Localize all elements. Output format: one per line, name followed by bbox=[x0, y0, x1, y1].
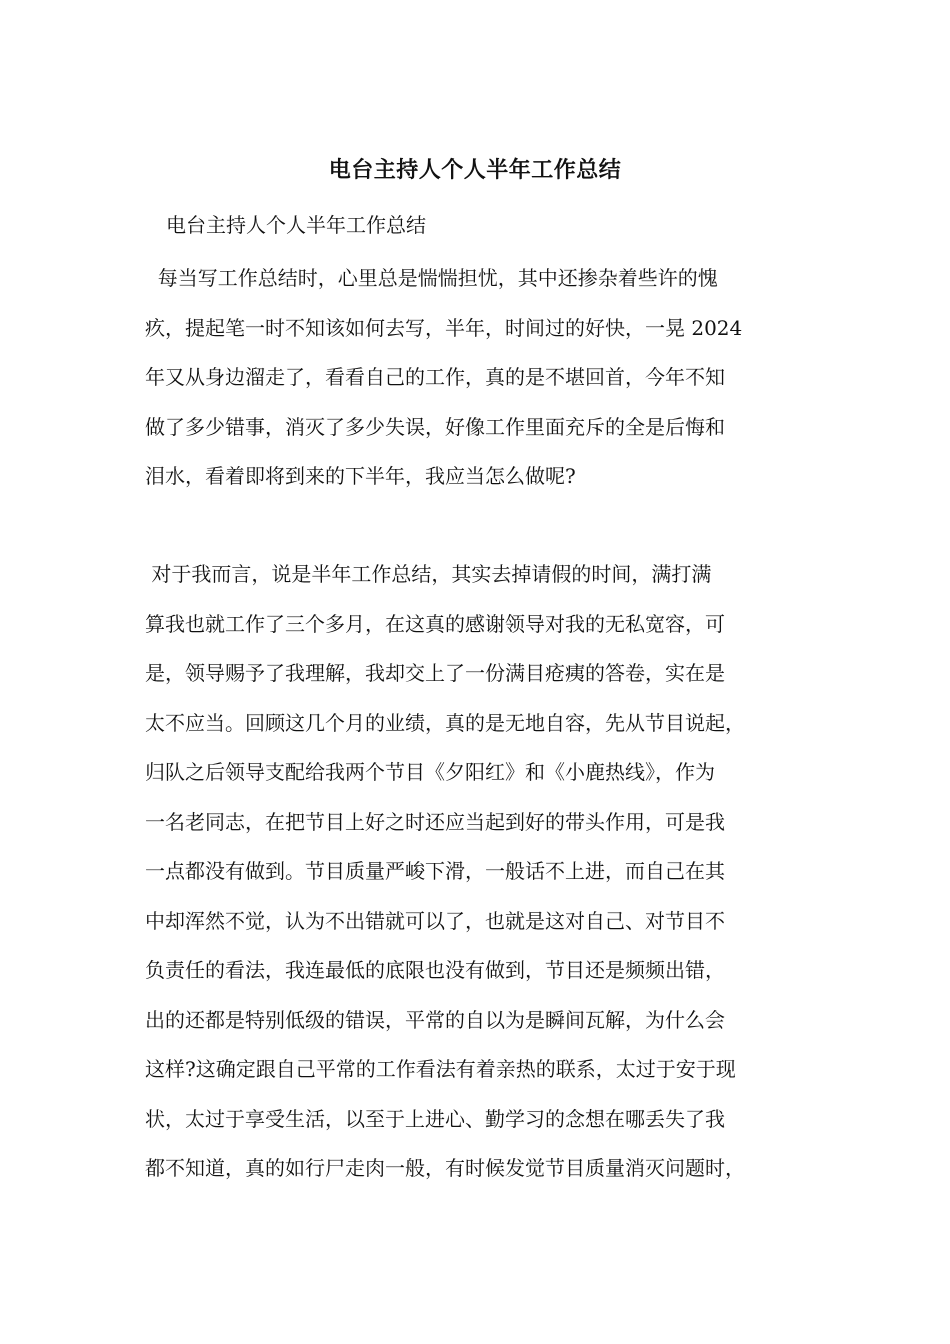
paragraph-line: 做了多少错事，消灭了多少失误，好像工作里面充斥的全是后悔和 bbox=[145, 414, 725, 439]
paragraph-line: 这样?这确定跟自己平常的工作看法有着亲热的联系，太过于安于现 bbox=[145, 1057, 736, 1081]
paragraph-line: 对于我而言，说是半年工作总结，其实去掉请假的时间，满打满 bbox=[145, 562, 712, 586]
paragraph-line: 泪水，看着即将到来的下半年，我应当怎么做呢? bbox=[145, 464, 576, 488]
document-subtitle: 电台主持人个人半年工作总结 bbox=[166, 213, 426, 237]
paragraph-2 bbox=[145, 550, 813, 1194]
paragraph-line: 是，领导赐予了我理解，我却交上了一份满目疮痍的答卷，实在是 bbox=[145, 661, 725, 685]
paragraph-line: 一点都没有做到。节目质量严峻下滑，一般话不上进，而自己在其 bbox=[145, 859, 725, 883]
paragraph-line: 每当写工作总结时，心里总是惴惴担忧，其中还掺杂着些许的愧 bbox=[145, 266, 718, 290]
paragraph-line: 算我也就工作了三个多月，在这真的感谢领导对我的无私宽容，可 bbox=[145, 611, 725, 636]
paragraph-line: 年又从身边溜走了，看看自己的工作，真的是不堪回首，今年不知 bbox=[145, 365, 725, 389]
paragraph-line: 疚，提起笔一时不知该如何去写，半年，时间过的好快，一晃 2024 bbox=[145, 315, 743, 340]
paragraph-line: 都不知道，真的如行尸走肉一般，有时候发觉节目质量消灭问题时， bbox=[145, 1156, 745, 1180]
paragraph-line: 出的还都是特别低级的错误，平常的自以为是瞬间瓦解，为什么会 bbox=[145, 1007, 725, 1032]
document-title: 电台主持人个人半年工作总结 bbox=[328, 157, 622, 183]
paragraph-line: 状，太过于享受生活，以至于上进心、勤学习的念想在哪丢失了我 bbox=[145, 1106, 725, 1131]
paragraph-line: 一名老同志，在把节目上好之时还应当起到好的带头作用，可是我 bbox=[145, 809, 725, 834]
paragraph-line: 负责任的看法，我连最低的底限也没有做到，节目还是频频出错， bbox=[145, 958, 725, 982]
paragraph-line: 中却浑然不觉，认为不出错就可以了，也就是这对自己、对节目不 bbox=[145, 908, 725, 933]
paragraph-1 bbox=[145, 254, 813, 502]
paragraph-line: 归队之后领导支配给我两个节目《夕阳红》和《小鹿热线》，作为 bbox=[145, 760, 715, 784]
paragraph-line: 太不应当。回顾这几个月的业绩，真的是无地自容，先从节目说起， bbox=[145, 710, 745, 735]
